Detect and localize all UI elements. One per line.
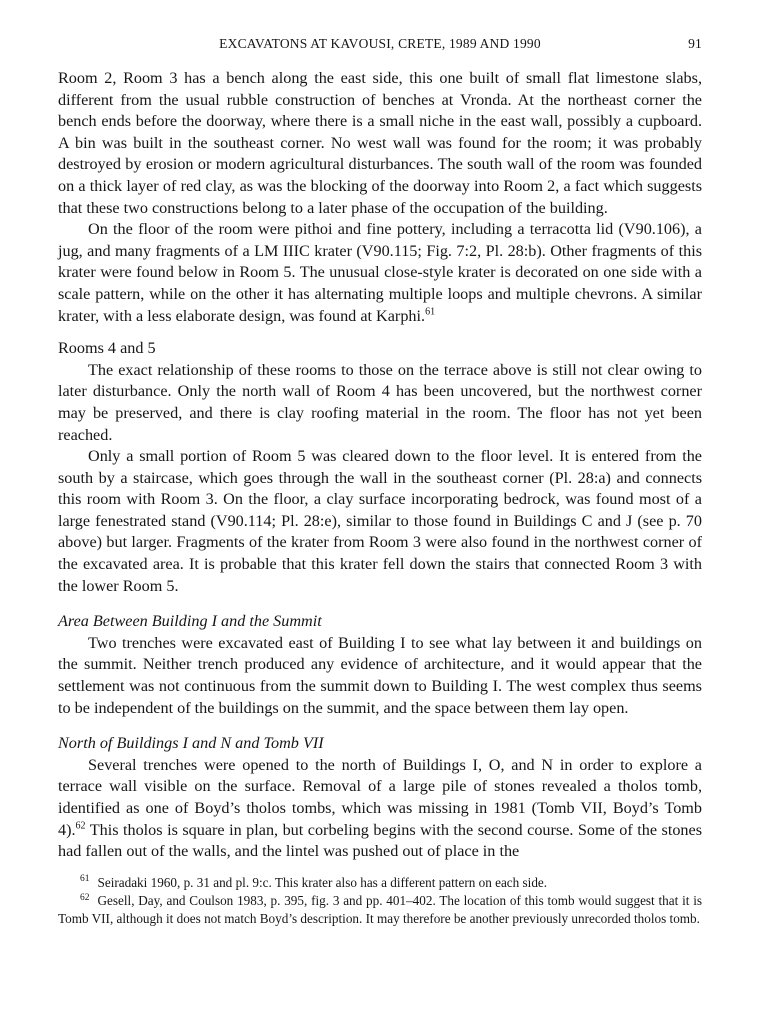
- paragraph-text: Only a small portion of Room 5 was cleared down to the floor level. It is entered from the south by a staircase, which goes through the wall in the southeast corner (Pl. 28:a) and connects this room with Room 3. On the floor, a clay surface incorporating bedrock, was found most of a large fenestrated stand (V90.114; Pl. 28:e), similar to those found in Buildings C and J (see p. 70 above) but larger. Fragments of the krater from Room 3 were also found in the northwest corner of the excavated area. It is probable that this krater fell down the stairs that connected Room 3 with the lower Room 5.: [58, 447, 702, 595]
- paragraph-text: On the floor of the room were pithoi and fine pottery, including a terracotta lid (V90.106), a jug, and many fragments of a LM IIIC krater (V90.115; Fig. 7:2, Pl. 28:b). Other fragments of this krater were found below in Room 5. The unusual close-style krater is decorated on one side with a scale pattern, while on the other it has alternating multiple loops and multiple chevrons. A similar krater, with a less elaborate design, was found at Karphi.: [58, 220, 702, 325]
- footnote: [58, 892, 702, 928]
- footnote-ref[interactable]: 61: [425, 306, 436, 318]
- footnote-text: Seiradaki 1960, p. 31 and pl. 9:c. This krater also has a different pattern on each side.: [97, 874, 548, 890]
- page-number: 91: [688, 36, 702, 51]
- paragraph-text: Room 2, Room 3 has a bench along the east side, this one built of small flat limestone slabs, different from the usual rubble construction of benches at Vronda. At the northeast corner the bench ends before the doorway, where there is a small niche in the east wall, possibly a cupboard. A bin was built in the southeast corner. No west wall was found for the room; it was probably destroyed by erosion or modern agricultural disturbances. The south wall of the room was founded on a thick layer of red clay, as was the blocking of the doorway into Room 2, a fact which suggests that these two constructions belong to a later phase of the occupation of the building.: [58, 69, 702, 217]
- paragraph: [58, 633, 702, 719]
- page: [58, 36, 702, 928]
- body-text: [58, 68, 702, 863]
- footnote-text: Gesell, Day, and Coulson 1983, p. 395, fig. 3 and pp. 401–402. The location of this tomb would suggest that it is Tomb VII, although it does not match Boyd’s description. It may therefore be another previously unrecorded tholos tomb.: [58, 892, 702, 927]
- paragraph: [58, 219, 702, 327]
- running-title: EXCAVATONS AT KAVOUSI, CRETE, 1989 AND 1990: [219, 36, 541, 51]
- paragraph: [58, 68, 702, 219]
- footnote-number: 61: [80, 874, 90, 885]
- section-heading: North of Buildings I and N and Tomb VII: [58, 734, 324, 753]
- section-heading: Rooms 4 and 5: [58, 339, 156, 358]
- paragraph-text: This tholos is square in plan, but corbeling begins with the second course. Some of the stones had fallen out of the walls, and the lintel was pushed out of place in the: [58, 820, 702, 861]
- footnote: [58, 874, 702, 892]
- footnote-number: 62: [80, 892, 90, 903]
- paragraph-text: Two trenches were excavated east of Building I to see what lay between it and buildings on the summit. Neither trench produced any evidence of architecture, and it would appear that the settlement was not continuous from the summit down to Building I. The west complex thus seems to be independent of the buildings on the summit, and the space between them lay open.: [58, 633, 702, 717]
- paragraph-text: Several trenches were opened to the north of Buildings I, O, and N in order to explore a terrace wall visible on the surface. Removal of a large pile of stones revealed a tholos tomb, identified as one of Boyd’s tholos tombs, which was missing in 1981 (Tomb VII, Boyd’s Tomb 4).: [58, 755, 702, 839]
- running-head: [58, 36, 702, 60]
- paragraph-text: The exact relationship of these rooms to those on the terrace above is still not clear owing to later disturbance. Only the north wall of Room 4 has been uncovered, but the northwest corner may be preserved, and there is clay roofing material in the room. The floor has not yet been reached.: [58, 360, 702, 444]
- footnotes: [58, 874, 702, 929]
- paragraph: [58, 446, 702, 597]
- footnote-ref[interactable]: 62: [75, 820, 86, 832]
- paragraph: [58, 360, 702, 446]
- paragraph: [58, 755, 702, 863]
- section-heading: Area Between Building I and the Summit: [58, 612, 322, 631]
